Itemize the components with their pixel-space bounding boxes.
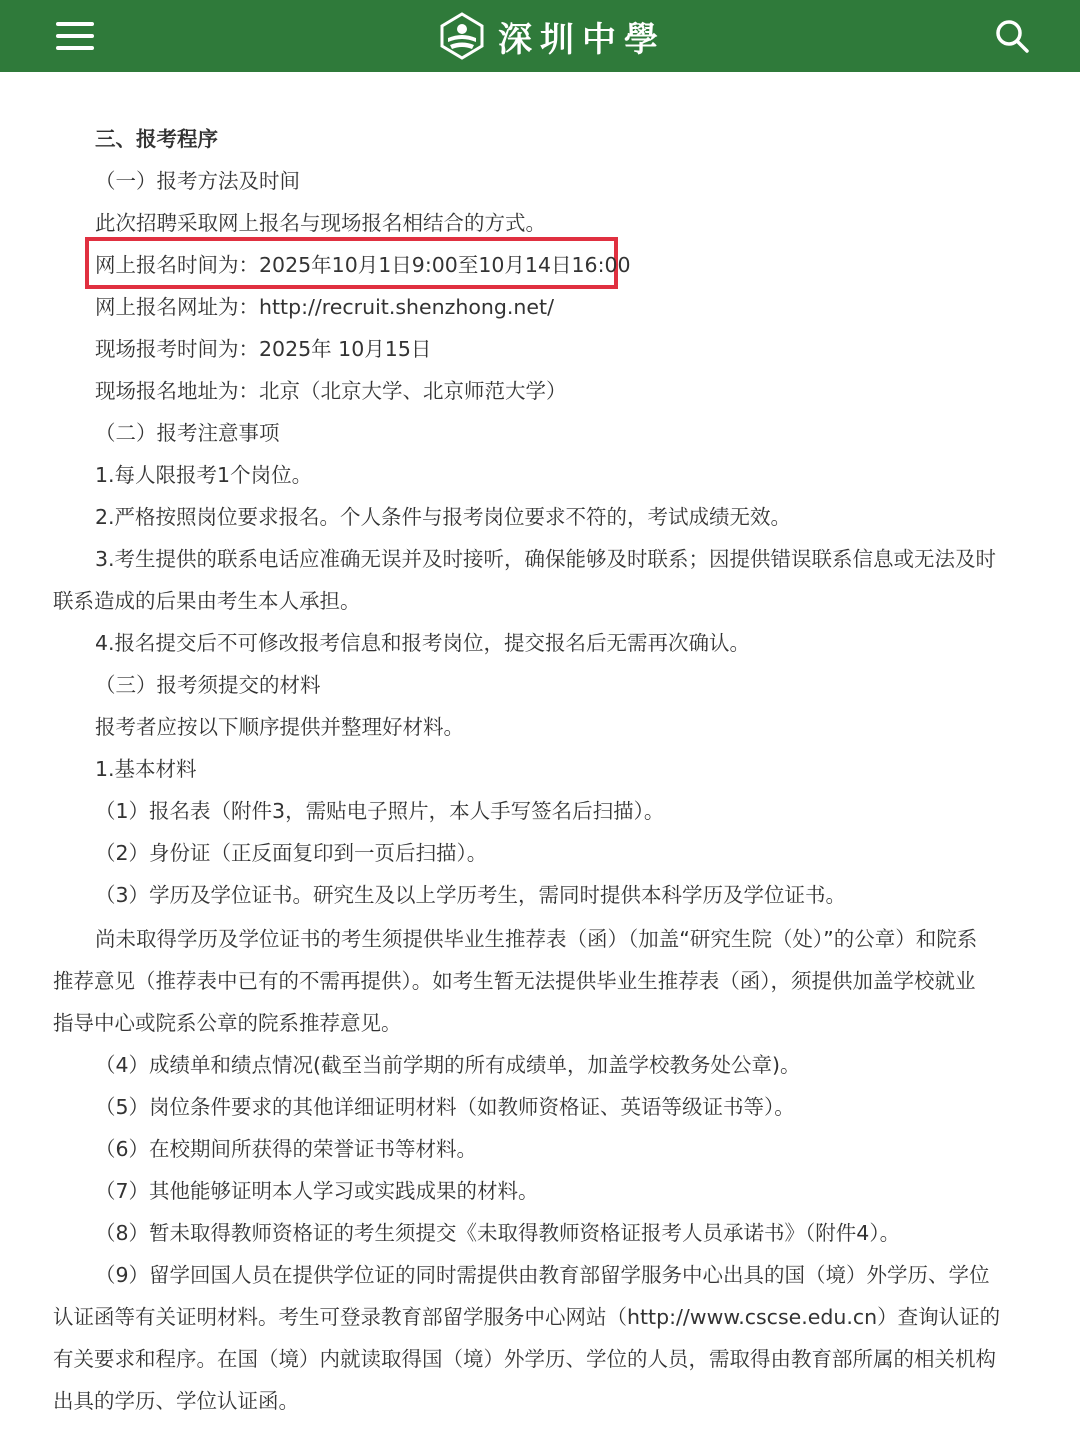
subsection-title: （一）报考方法及时间 [95, 169, 300, 193]
school-emblem-icon [438, 12, 486, 60]
search-icon[interactable] [994, 18, 1030, 54]
paragraph: 1.基本材料 [95, 757, 197, 781]
material-item: （6）在校期间所获得的荣誉证书等材料。 [95, 1137, 478, 1161]
online-registration-time: 网上报名时间为：2025年10月1日9:00至10月14日16:00 [95, 253, 631, 277]
note-item: 2.严格按照岗位要求报名。个人条件与报考岗位要求不符的，考试成绩无效。 [95, 505, 792, 529]
paragraph: 此次招聘采取网上报名与现场报名相结合的方式。 [95, 211, 546, 235]
section-title: 三、报考程序 [95, 127, 218, 151]
material-item: （3）学历及学位证书。研究生及以上学历考生，需同时提供本科学历及学位证书。 [95, 883, 847, 907]
subsection-title: （二）报考注意事项 [95, 421, 280, 445]
logo-text: 深圳中學 [498, 19, 666, 60]
material-item: （4）成绩单和绩点情况(截至当前学期的所有成绩单，加盖学校教务处公章)。 [95, 1053, 801, 1077]
subsection-title: （三）报考须提交的材料 [95, 673, 321, 697]
note-item-continued: 联系造成的后果由考生本人承担。 [53, 589, 361, 613]
note-item: 4.报名提交后不可修改报考信息和报考岗位，提交报名后无需再次确认。 [95, 631, 751, 655]
material-item: （2）身份证（正反面复印到一页后扫描）。 [95, 841, 488, 865]
top-nav-bar [0, 0, 1080, 72]
online-registration-url[interactable]: 网上报名网址为：http://recruit.shenzhong.net/ [95, 295, 554, 319]
material-item: （9）留学回国人员在提供学位证的同时需提供由教育部留学服务中心出具的国（境）外学历、学位 [95, 1263, 990, 1287]
paragraph: 有关要求和程序。在国（境）内就读取得国（境）外学历、学位的人员，需取得由教育部所属的相关机构 [53, 1347, 996, 1371]
material-item: （7）其他能够证明本人学习或实践成果的材料。 [95, 1179, 539, 1203]
onsite-registration-place: 现场报名地址为：北京（北京大学、北京师范大学） [95, 379, 567, 403]
material-item: （8）暂未取得教师资格证的考生须提交《未取得教师资格证报考人员承诺书》（附件4）。 [95, 1221, 901, 1245]
paragraph: 推荐意见（推荐表中已有的不需再提供）。如考生暂无法提供毕业生推荐表（函），须提供加盖学校就业 [53, 969, 976, 993]
material-item: （1）报名表（附件3，需贴电子照片，本人手写签名后扫描）。 [95, 799, 665, 823]
paragraph: 指导中心或院系公章的院系推荐意见。 [53, 1011, 402, 1035]
paragraph: 认证函等有关证明材料。考生可登录教育部留学服务中心网站（http://www.cscse.edu.cn）查询认证的 [53, 1305, 1001, 1329]
note-item: 3.考生提供的联系电话应准确无误并及时接听，确保能够及时联系；因提供错误联系信息或无法及时 [95, 547, 997, 571]
note-item: 1.每人限报考1个岗位。 [95, 463, 313, 487]
onsite-registration-time: 现场报考时间为：2025年 10月15日 [95, 337, 432, 361]
material-item: （5）岗位条件要求的其他详细证明材料（如教师资格证、英语等级证书等）。 [95, 1095, 795, 1119]
paragraph: 尚未取得学历及学位证书的考生须提供毕业生推荐表（函）（加盖“研究生院（处）”的公章）和院系 [95, 927, 978, 951]
hamburger-menu-icon[interactable] [56, 20, 96, 52]
paragraph: 出具的学历、学位认证函。 [53, 1389, 299, 1413]
school-logo[interactable] [438, 12, 666, 60]
paragraph: 报考者应按以下顺序提供并整理好材料。 [95, 715, 464, 739]
